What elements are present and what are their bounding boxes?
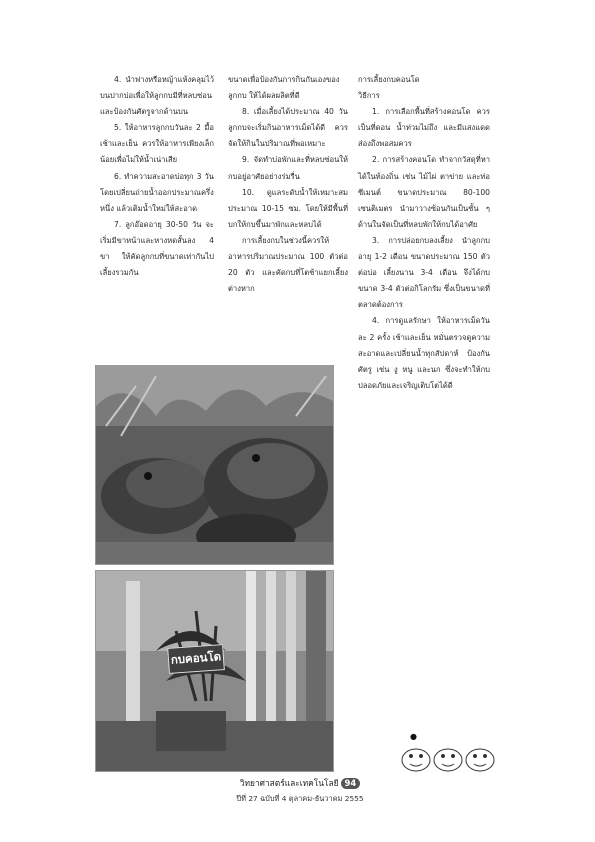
paragraph: 10. ดูแลระดับน้ำให้เหมาะสม ประมาณ 10-15 ซม. โดยให้มีพื้นที่บกให้กบขึ้นมาพักและหลบได้ xyxy=(228,187,348,229)
section-heading: การเลี้ยงกบคอนโด xyxy=(358,75,420,84)
paragraph: 6. ทำความสะอาดบ่อทุก 3 วัน โดยเปลี่ยนถ่ายน้ำออกประมาณครึ่งหนึ่ง แล้วเติมน้ำใหม่ให้สะอาด xyxy=(100,171,214,213)
paragraph: 9. จัดทำบ่อพักและที่หลบซ่อนให้กบอยู่อาศัยอย่างร่มรื่น xyxy=(228,155,348,181)
paragraph: การเลี้ยงกบในช่วงนี้ควรให้อาหารปริมาณประมาณ 100 ตัวต่อ 20 ตัว และคัดกบที่โตช้าแยกเลี้ยงต่างหาก xyxy=(228,235,348,294)
text-column-3 xyxy=(358,72,490,394)
condo-sign: กบคอนโด xyxy=(167,644,225,674)
paragraph: 7. ลูกอ๊อดอายุ 30-50 วัน จะเริ่มมีขาหน้าและหางหดสั้นลง 4 ขา ให้คัดลูกกบที่ขนาดเท่ากันไปเลี้ยงรวมกัน xyxy=(100,219,214,278)
text-column-2 xyxy=(228,72,348,297)
paragraph: 4. การดูแลรักษา ให้อาหารเม็ดวันละ 2 ครั้ง เช้าและเย็น หมั่นตรวจดูความสะอาดและเปลี่ยนน้ำทุกสัปดาห์ ป้องกันศัตรู เช่น งู หนู และนก ซึ่งจะทำให้กบปลอดภัยและเจริญเติบโตได้ดี xyxy=(358,316,490,390)
text-column-1 xyxy=(100,72,214,281)
section-subheading: วิธีการ xyxy=(358,91,380,101)
magazine-title: วิทยาศาสตร์และเทคโนโลยี xyxy=(239,778,339,788)
paragraph: 5. ให้อาหารลูกกบวันละ 2 มื้อ เช้าและเย็น ควรให้อาหารเพียงเล็กน้อยเพื่อไม่ให้น้ำเน่าเสีย xyxy=(100,123,214,165)
end-of-article-icon: ● xyxy=(410,732,417,741)
issue-info: ปีที่ 27 ฉบับที่ 4 ตุลาคม-ธันวาคม 2555 xyxy=(236,794,364,803)
frog-condo-photo xyxy=(95,570,334,772)
paragraph: 8. เมื่อเลี้ยงได้ประมาณ 40 วัน ลูกกบจะเริ่มกินอาหารเม็ดได้ดี ควรจัดให้กินในปริมาณที่พอเหมาะ xyxy=(228,107,348,149)
frogs-photo xyxy=(95,365,334,565)
page-footer xyxy=(200,776,400,805)
paragraph: 3. การปล่อยกบลงเลี้ยง นำลูกกบอายุ 1-2 เดือน ขนาดประมาณ 150 ตัวต่อบ่อ เลี้ยงนาน 3-4 เดือน จึงได้กบขนาด 3-4 ตัวต่อกิโลกรัม ซึ่งเป็นขนาดที่ตลาดต้องการ xyxy=(358,235,490,310)
paragraph: ขนาดเพื่อป้องกันการกินกันเองของลูกกบ ให้ได้ผลผลิตที่ดี xyxy=(228,75,340,101)
paragraph: 2. การสร้างคอนโด ทำจากวัสดุที่หาได้ในท้องถิ่น เช่น ไม้ไผ่ ตาข่าย และท่อซีเมนต์ ขนาดประมาณ 80-100 เซนติเมตร นำมาวางซ้อนกันเป็นชั้น ๆ ด้านในจัดเป็นที่หลบพักให้กบได้อาศัย xyxy=(358,155,490,229)
paragraph: 4. นำฟางหรือหญ้าแห้งคลุมไว้บนปากบ่อเพื่อให้ลูกกบมีที่หลบซ่อนและป้องกันศัตรูจากด้านบน xyxy=(100,75,214,117)
paragraph: 1. การเลือกพื้นที่สร้างคอนโด ควรเป็นที่ดอน น้ำท่วมไม่ถึง และมีแสงแดดส่องถึงพอสมควร xyxy=(358,107,490,149)
frogs-illustration-icon xyxy=(398,742,498,778)
page-number: 94 xyxy=(341,778,361,789)
